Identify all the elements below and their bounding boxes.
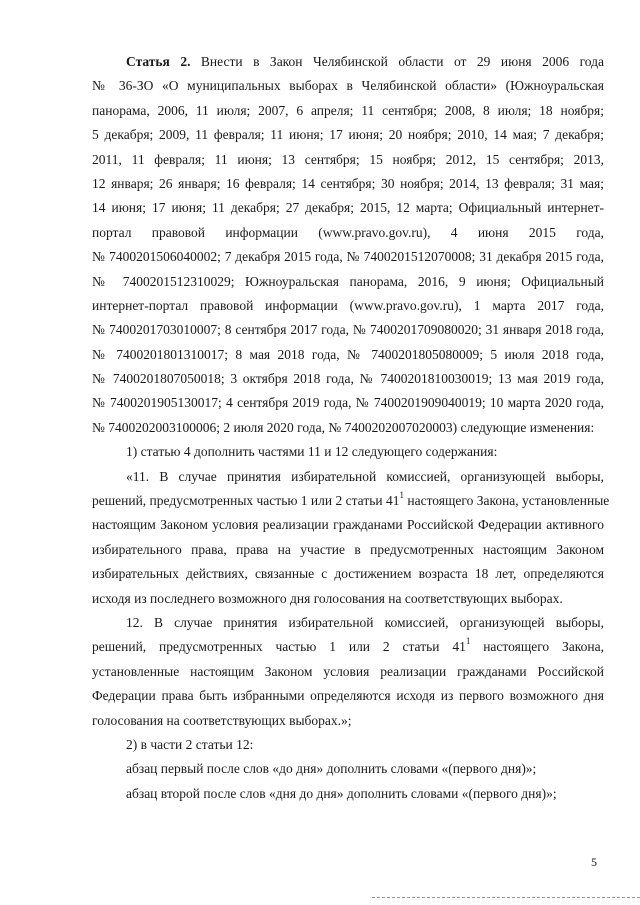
text-line — [92, 50, 604, 74]
text-line: № 7400201905130017; 4 сентября 2019 года, № 7400201909040019; 10 марта 2020 года, — [92, 395, 604, 411]
text-line: № 7400202003100006; 2 июля 2020 года, № 7400202007020003) следующие изменения: — [92, 419, 595, 435]
text-line: 12. В случае принятия избирательной комиссией, организующей выборы, — [126, 614, 604, 630]
text-line: 5 декабря; 2009, 11 февраля; 11 июня; 17 июня; 20 ноября; 2010, 14 мая; 7 декабря; — [92, 127, 604, 143]
text-line: 12 января; 26 января; 16 февраля; 14 сентября; 30 ноября; 2014, 13 февраля; 31 мая; — [92, 175, 604, 191]
text-line: № 7400201703010007; 8 сентября 2017 года, № 7400201709080020; 31 января 2018 года, — [92, 322, 604, 338]
text-line: № 36-ЗО «О муниципальных выборах в Челябинской области» (Южноуральская — [92, 78, 604, 94]
text-line: № 7400201801310017; 8 мая 2018 года, № 7400201805080009; 5 июля 2018 года, — [92, 346, 604, 362]
text-line: № 7400201506040002; 7 декабря 2015 года, № 7400201512070008; 31 декабря 2015 года, — [92, 249, 604, 265]
text-line: 14 июня; 17 июня; 11 декабря; 27 декабря; 2015, 12 марта; Официальный интернет- — [92, 200, 604, 216]
text-line: избирательных действиях, связанные с достижением возраста 18 лет, определяются — [92, 566, 604, 582]
text-line: интернет-портал правовой информации (www.pravo.gov.ru), 1 марта 2017 года, — [92, 297, 604, 313]
text-line: настоящим Законом условия реализации гражданами Российской Федерации активного — [92, 517, 604, 533]
text-line — [92, 635, 604, 659]
footer-rule — [372, 897, 640, 898]
text-line: 2011, 11 февраля; 11 июня; 13 сентября; 15 ноября; 2012, 15 сентября; 2013, — [92, 151, 604, 167]
text-line: 2) в части 2 статьи 12: — [126, 736, 254, 752]
text-segment: настоящего Закона, — [470, 639, 604, 655]
text-line: абзац первый после слов «до дня» дополнить словами «(первого дня)»; — [126, 761, 537, 777]
text-line: панорама, 2006, 11 июля; 2007, 6 апреля; 11 сентября; 2008, 8 июля; 18 ноября; — [92, 102, 604, 118]
text-segment: решений, предусмотренных частью 1 или 2 статьи 41 — [92, 639, 466, 655]
text-segment: решений, предусмотренных частью 1 или 2 статьи 41 — [92, 493, 400, 509]
text-line: 1) статью 4 дополнить частями 11 и 12 следующего содержания: — [126, 444, 498, 460]
text-line: избирательного права, права на участие в предусмотренных настоящим Законом — [92, 541, 604, 557]
article-heading: Статья 2. — [126, 54, 191, 69]
text-line: голосования на соответствующих выборах.»; — [92, 712, 352, 728]
text-line: портал правовой информации (www.pravo.gov.ru), 4 июня 2015 года, — [92, 224, 604, 240]
document-body — [92, 50, 610, 806]
superscript: 1 — [399, 489, 404, 500]
text-line: Федерации права быть избранными определяются исходя из первого возможного дня — [92, 688, 604, 704]
text-line: установленные настоящим Законом условия реализации гражданами Российской — [92, 663, 604, 679]
text-line: № 7400201512310029; Южноуральская панорама, 2016, 9 июня; Официальный — [92, 273, 604, 289]
text-line: абзац второй после слов «дня до дня» дополнить словами «(первого дня)»; — [126, 785, 557, 801]
text-line: исходя из последнего возможного дня голосования на соответствующих выборах. — [92, 590, 563, 606]
text-line: № 7400201807050018; 3 октября 2018 года, № 7400201810030019; 13 мая 2019 года, — [92, 371, 604, 387]
text-line — [92, 489, 610, 513]
superscript: 1 — [465, 635, 471, 646]
page-number: 5 — [591, 855, 597, 869]
text-segment: Внести в Закон Челябинской области от 29 июня 2006 года — [190, 54, 604, 69]
text-line: «11. В случае принятия избирательной комиссией, организующей выборы, — [126, 468, 604, 484]
text-segment: настоящего Закона, установленные — [403, 493, 610, 509]
